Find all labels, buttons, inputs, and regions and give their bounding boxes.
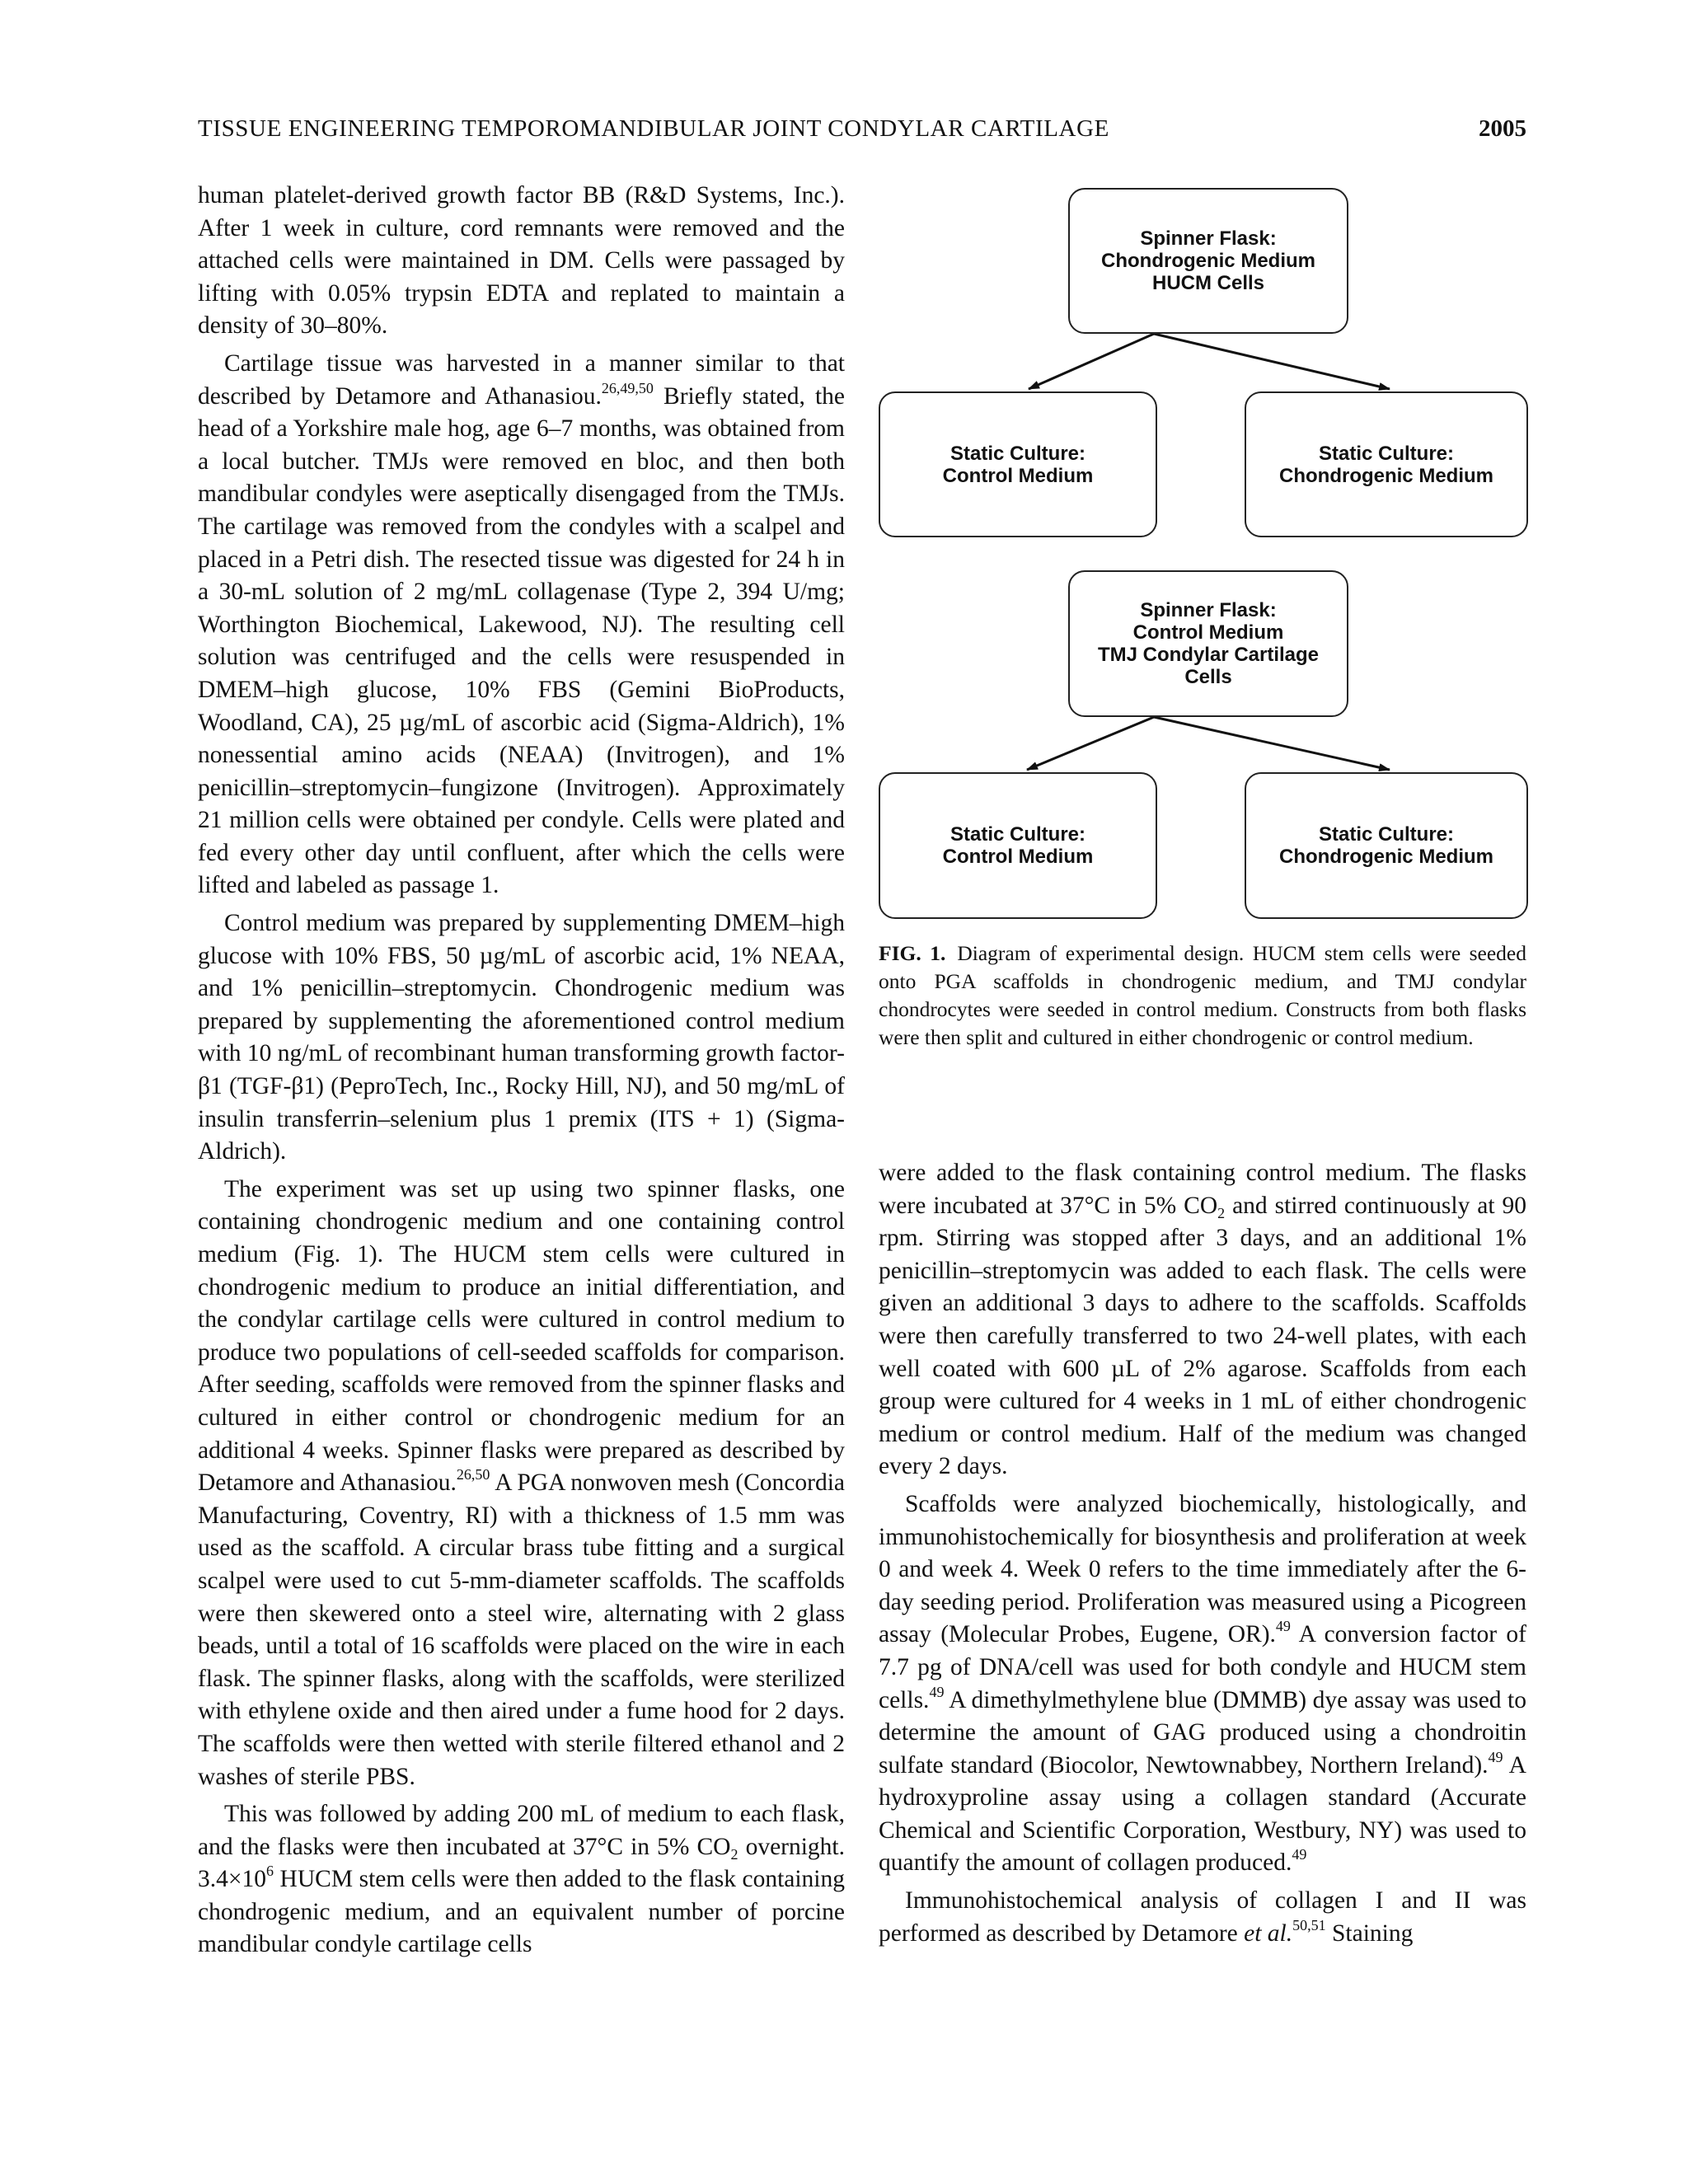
paragraph-text: This was followed by adding 200 mL of medium to each flask, and the flasks were then incubated at 37°C in 5% CO (198, 1801, 845, 1860)
paragraph-3 (879, 1885, 1526, 1950)
paragraph-text: Immunohistochemical analysis of collagen I and II was performed as described by Detamore (879, 1887, 1526, 1947)
figure-caption (879, 940, 1526, 1052)
paragraph-text: The experiment was set up using two spinner flasks, one containing chondrogenic medium and one containing control medium (Fig. 1). The HUCM stem cells were cultured in chondrogenic medium to produce an initial differentiation, and the condylar cartilage cells were cultured in control medium to produce two populations of cell-seeded scaffolds for comparison. After seeding, scaffolds were removed from the spinner flasks and cultured in either control or chondrogenic medium for an additional 4 weeks. Spinner flasks were prepared as described by Detamore and Athanasiou. (198, 1175, 845, 1497)
arrow-3 (1027, 717, 1154, 770)
box-label: Static Culture: Control Medium (942, 442, 1094, 487)
citation-ref: 49 (929, 1683, 945, 1700)
page-number: 2005 (1479, 115, 1526, 142)
italic-text: et al. (1244, 1919, 1293, 1947)
arrow-2 (1154, 334, 1390, 389)
paragraph-text: Control medium was prepared by supplementing DMEM–high glucose with 10% FBS, 50 µg/mL of ascorbic acid, 1% NEAA, and 1% penicillin–streptomycin. Chondrogenic medium was prepared by supplementing the aforementioned control medium with 10 ng/mL of recombinant human transforming growth factor-β1 (TGF-β1) (PeproTech, Inc., Rocky Hill, NJ), and 50 mg/mL of insulin transferrin–selenium plus 1 premix (ITS + 1) (Sigma-Aldrich). (198, 910, 845, 1165)
paragraph-text: overnight. 3.4×10 (198, 1833, 846, 1893)
caption-label: FIG. 1. (879, 941, 946, 965)
citation-ref: 26,50 (456, 1466, 490, 1483)
left-column (198, 180, 845, 1961)
paragraph-text: Briefly stated, the head of a Yorkshire male hog, age 6–7 months, was obtained from a local butcher. TMJs were removed en bloc, and then both mandibular condyles were aseptically disengaged from the TMJs. The cartilage was removed from the condyles with a scalpel and placed in a Petri dish. The resected tissue was digested for 24 h in a 30-mL solution of 2 mg/mL collagenase (Type 2, 394 U/mg; Worthington Biochemical, Lakewood, NJ). The resulting cell solution was centrifuged and the cells were resuspended in DMEM–high glucose, 10% FBS (Gemini BioProducts, Woodland, CA), 25 µg/mL of ascorbic acid (Sigma-Aldrich), 1% nonessential amino acids (NEAA) (Invitrogen), and 1% penicillin–streptomycin–fungizone (Invitrogen). Approximately 21 million cells were obtained per condyle. Cells were plated and fed every other day until confluent, after which the cells were lifted and labeled as passage 1. (198, 382, 845, 899)
figure-1-diagram (879, 181, 1528, 923)
paragraph-text: Scaffolds were analyzed biochemically, histologically, and immunohistochemically for biosynthesis and proliferation at week 0 and week 4. Week 0 refers to the time immediately after the 6-day seeding period. Proliferation was measured using a Picogreen assay (Molecular Probes, Eugene, OR). (879, 1490, 1526, 1648)
box-static-chondrogenic-2 (1245, 772, 1528, 919)
paragraph-text: Cartilage tissue was harvested in a manner similar to that described by Detamore and Athanasiou. (198, 349, 845, 410)
citation-ref: 50,51 (1292, 1916, 1326, 1933)
box-spinner-control (1068, 570, 1348, 717)
box-label: Static Culture: Chondrogenic Medium (1279, 823, 1493, 868)
paragraph-text: were added to the flask containing control medium. The flasks were incubated at 37°C in 5% CO (879, 1160, 1526, 1219)
citation-ref: 26,49,50 (601, 379, 654, 396)
paragraph-1 (879, 1157, 1526, 1483)
paragraph-4 (198, 1174, 845, 1793)
citation-ref: 49 (1488, 1748, 1503, 1765)
running-header (198, 115, 1526, 152)
paragraph-5 (198, 1798, 845, 1961)
paragraph-text: A dimethylmethylene blue (DMMB) dye assay was used to determine the amount of GAG produced using a chondroitin sulfate standard (Biocolor, Newtownabbey, Northern Ireland). (879, 1686, 1526, 1779)
arrow-4 (1154, 717, 1390, 770)
box-static-control-2 (879, 772, 1157, 919)
paragraph-2 (198, 348, 845, 902)
paragraph-text: and stirred continuously at 90 rpm. Stirring was stopped after 3 days, and an additional 1% penicillin–streptomycin was added to each flask. The cells were given an additional 3 days to adhere to the scaffolds. Scaffolds were then carefully transferred to two 24-well plates, with each well coated with 600 µL of 2% agarose. Scaffolds from each group were cultured for 4 weeks in 1 mL of either chondrogenic medium or control medium. Half of the medium was changed every 2 days. (879, 1192, 1526, 1480)
box-static-chondrogenic-1 (1245, 391, 1528, 537)
right-column (879, 1157, 1526, 1950)
citation-ref: 49 (1292, 1846, 1307, 1863)
subscript: 2 (730, 1845, 738, 1863)
paragraph-2 (879, 1488, 1526, 1880)
paragraph-text: human platelet-derived growth factor BB (R&D Systems, Inc.). After 1 week in culture, cord remnants were removed and the attached cells were maintained in DM. Cells were passaged by lifting with 0.05% trypsin EDTA and replated to maintain a density of 30–80%. (198, 182, 845, 340)
paragraph-text: Staining (1325, 1919, 1414, 1947)
box-spinner-chondrogenic (1068, 188, 1348, 334)
caption-text: Diagram of experimental design. HUCM stem cells were seeded onto PGA scaffolds in chondrogenic medium, and TMJ condylar chondrocytes were seeded in control medium. Constructs from both flasks were then split and cultured in either chondrogenic or control medium. (879, 941, 1526, 1049)
superscript: 6 (266, 1863, 274, 1880)
paragraph-3 (198, 907, 845, 1169)
box-static-control-1 (879, 391, 1157, 537)
citation-ref: 49 (1275, 1618, 1291, 1635)
box-label: Spinner Flask: Chondrogenic Medium HUCM Cells (1101, 227, 1315, 294)
arrow-1 (1029, 334, 1154, 389)
paragraph-text: A PGA nonwoven mesh (Concordia Manufacturing, Coventry, RI) with a thickness of 1.5 mm was used as the scaffold. A circular brass tube fitting and a surgical scalpel were used to cut 5-mm-diameter scaffolds. The scaffolds were then skewered onto a steel wire, alternating with 2 glass beads, until a total of 16 scaffolds were placed on the wire in each flask. The spinner flasks, along with the scaffolds, were sterilized with ethylene oxide and then aired under a fume hood for 2 days. The scaffolds were then wetted with sterile filtered ethanol and 2 washes of sterile PBS. (198, 1469, 845, 1790)
running-title: TISSUE ENGINEERING TEMPOROMANDIBULAR JOINT CONDYLAR CARTILAGE (198, 115, 1109, 142)
subscript: 2 (1217, 1204, 1226, 1221)
paragraph-text: HUCM stem cells were then added to the flask containing chondrogenic medium, and an equivalent number of porcine mandibular condyle cartilage cells (198, 1866, 845, 1958)
box-label: Static Culture: Control Medium (942, 823, 1094, 868)
paragraph-text: A conversion factor of 7.7 pg of DNA/cell was used for both condyle and HUCM stem cells. (879, 1621, 1527, 1713)
paragraph-text: A hydroxyproline assay using a collagen standard (Accurate Chemical and Scientific Corporation, Westbury, NY) was used to quantify the amount of collagen produced. (879, 1751, 1526, 1877)
box-label: Spinner Flask: Control Medium TMJ Condylar Cartilage Cells (1097, 599, 1320, 688)
paragraph-1 (198, 180, 845, 343)
box-label: Static Culture: Chondrogenic Medium (1279, 442, 1493, 487)
